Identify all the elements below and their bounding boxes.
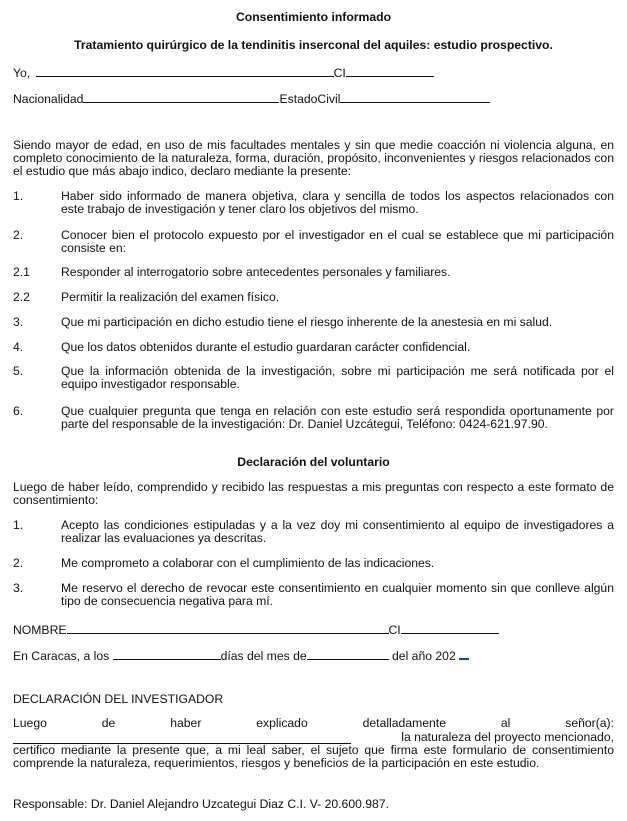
document-title: Consentimiento informado [235, 10, 392, 24]
month-blank-line[interactable] [307, 647, 389, 660]
list-item [13, 519, 614, 545]
volunteer-intro: Luego de haber leído, comprendido y recibido las respuestas a mis preguntas con respecto a este formato de consentimiento: [13, 480, 614, 507]
estado-civil-blank-line[interactable] [340, 90, 490, 103]
word: haber [170, 716, 202, 730]
intro-paragraph: Siendo mayor de edad, en uso de mis facultades mentales y sin que medie coacción ni violencia alguna, en completo conocimiento de la naturaleza, forma, duración, propósito, inconvenientes y riesgos relacionados con el estudio que más abajo indico, declaro mediante la presente: [13, 138, 614, 178]
list-item [13, 291, 614, 304]
nationality-row [13, 90, 614, 106]
item-number: 1. [13, 189, 24, 203]
ci-blank-line[interactable] [401, 621, 499, 634]
volunteer-heading: Declaración del voluntario [237, 455, 390, 469]
item-number: 6. [13, 404, 24, 418]
item-number: 2. [13, 556, 24, 570]
investigator-heading: DECLARACIÓN DEL INVESTIGADOR [13, 692, 224, 706]
list-item [13, 365, 614, 391]
nombre-label: NOMBRE [13, 623, 67, 637]
ci-label: CI [388, 623, 401, 637]
day-blank-line[interactable] [113, 647, 221, 660]
word: detalladamente [362, 716, 446, 730]
document-subtitle: Tratamiento quirúrgico de la tendinitis inserconal del aquiles: estudio prospectivo. [74, 38, 553, 52]
anio-label: del año 202 [392, 649, 456, 663]
list-item [13, 557, 614, 570]
item-number: 3. [13, 581, 24, 595]
nombre-blank-line[interactable] [67, 621, 389, 634]
list-item [13, 229, 614, 255]
item-text: Que los datos obtenidos durante el estudio guardaran carácter confidencial. [61, 340, 471, 354]
list-item [13, 190, 614, 216]
word: de [101, 716, 116, 730]
place-label: En Caracas, a los [13, 649, 110, 663]
investigator-paragraph: certifico mediante la presente que, a mi leal saber, el sujeto que firma este formulario de consentimiento comprende la naturaleza, requerimientos, riesgos y beneficios de la participación en este estudio. [13, 743, 614, 770]
item-text: Que cualquier pregunta que tenga en relación con este estudio será respondida oportunamente por parte del responsable de la investigación: Dr. Daniel Uzcátegui, Teléfono: 0424-621.97.90. [61, 404, 614, 431]
item-text: Haber sido informado de manera objetiva, clara y sencilla de todos los aspectos relacionados con este trabajo de investigación y tener claro los objetivos del mismo. [61, 189, 614, 216]
item-text: Me reservo el derecho de revocar este consentimiento en cualquier momento sin que conlleve algún tipo de consecuencia negativa para mí. [61, 581, 614, 608]
item-text: Permitir la realización del examen físico. [61, 290, 280, 304]
item-text: Que mi participación en dicho estudio tiene el riesgo inherente de la anestesia en mi salud. [61, 315, 553, 329]
item-number: 2.2 [13, 290, 30, 304]
investigator-line-1 [13, 717, 614, 730]
name-ci-row [13, 64, 614, 80]
word: explicado [256, 716, 308, 730]
signature-name-row [13, 621, 614, 637]
ci-label: CI [333, 66, 346, 80]
item-text: Conocer bien el protocolo expuesto por el investigador en el cual se establece que mi participación consiste en: [61, 228, 614, 255]
list-item [13, 582, 614, 608]
list-item [13, 316, 614, 329]
item-number: 4. [13, 340, 24, 354]
word: señor(a): [565, 716, 614, 730]
ci-blank-line[interactable] [346, 64, 434, 77]
name-blank-line[interactable] [36, 64, 334, 77]
nacionalidad-blank-line[interactable] [83, 90, 279, 103]
item-number: 2. [13, 228, 24, 242]
item-number: 3. [13, 315, 24, 329]
word: al [500, 716, 511, 730]
dias-label: días del mes de [220, 649, 307, 663]
item-text: Responder al interrogatorio sobre antecedentes personales y familiares. [61, 265, 451, 279]
nacionalidad-label: Nacionalidad [13, 92, 84, 106]
list-item [13, 341, 614, 354]
item-text: Acepto las condiciones estipuladas y a la vez doy mi consentimiento al equipo de investigadores a realizar las evaluaciones ya descritas. [61, 518, 614, 545]
estado-civil-label: EstadoCivil [279, 92, 341, 106]
item-text: Que la información obtenida de la investigación, sobre mi participación me será notificada por el equipo investigador responsable. [61, 364, 614, 391]
item-number: 1. [13, 518, 24, 532]
word: Luego [13, 716, 47, 730]
yo-label: Yo, [13, 66, 31, 80]
responsable-line: Responsable: Dr. Daniel Alejandro Uzcategui Diaz C.I. V- 20.600.987. [13, 797, 389, 811]
item-number: 2.1 [13, 265, 30, 279]
item-text: Me comprometo a colaborar con el cumplimiento de las indicaciones. [61, 556, 435, 570]
date-row [13, 646, 614, 663]
list-item [13, 405, 614, 431]
item-number: 5. [13, 364, 24, 378]
list-item [13, 266, 614, 279]
year-blank-line[interactable] [459, 646, 469, 660]
investigator-line-2-text: la naturaleza del proyecto mencionado, [401, 730, 614, 744]
